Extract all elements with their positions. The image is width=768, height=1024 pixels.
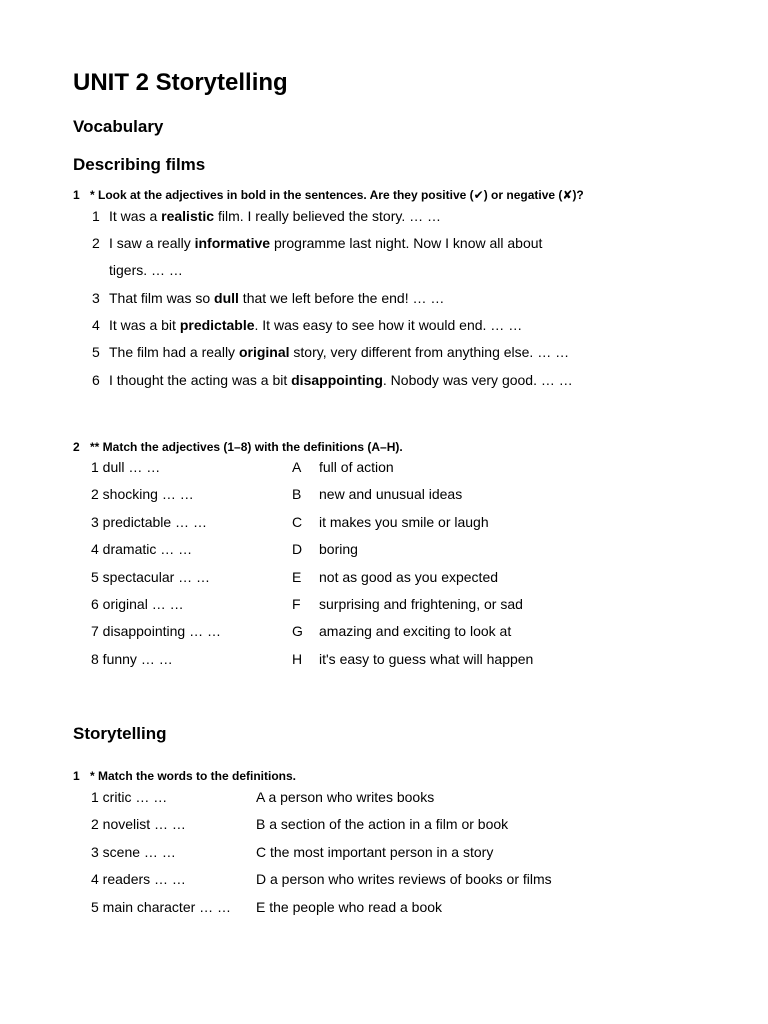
adjective-item: 8 funny … … [91,650,173,667]
word-definition: C the most important person in a story [256,843,494,860]
sentence-item [92,344,569,360]
exercise-3-number: 1 [73,769,80,783]
sentence-text-before: It was a [109,208,162,224]
definition-letter: B [292,486,302,503]
sentence-text-before: I saw a really [109,235,195,251]
definition-letter: H [292,650,303,667]
definition-letter: C [292,513,303,530]
definition-letter: E [292,568,302,585]
bold-adjective: informative [194,235,271,251]
definition-letter: D [292,541,303,558]
word-definition: D a person who writes reviews of books or films [256,871,552,888]
sentence-number: 3 [92,290,100,306]
sentence-item [92,235,542,251]
sentence-text-after: story, very different from anything else. … … [289,344,570,360]
exercise-2-instruction: ** Match the adjectives (1–8) with the definitions (A–H). [90,440,403,454]
definition-text: new and unusual ideas [319,486,463,503]
page-title: UNIT 2 Storytelling [73,69,288,96]
sentence-text-before: That film was so [109,290,215,306]
adjective-item: 4 dramatic … … [91,541,193,558]
bold-adjective: disappointing [291,372,383,388]
bold-adjective: realistic [161,208,215,224]
sentence-text-after: programme last night. Now I know all about [270,235,543,251]
sentence-number: 1 [92,208,100,224]
bold-adjective: original [238,344,290,360]
sentence-text-after: film. I really believed the story. … … [214,208,442,224]
sentence-text-after: . It was easy to see how it would end. … … [254,317,523,333]
definition-text: it makes you smile or laugh [319,513,489,530]
definition-text: full of action [319,459,394,475]
sentence-text-before: The film had a really [109,344,239,360]
exercise-2-number: 2 [73,440,80,454]
adjective-item: 2 shocking … … [91,486,194,503]
definition-letter: F [292,596,301,612]
word-item: 5 main character … … [91,898,232,915]
definition-text: boring [319,541,358,558]
definition-letter: G [292,623,303,640]
definition-text: amazing and exciting to look at [319,623,512,640]
section-heading-storytelling: Storytelling [73,724,167,743]
sentence-item [92,262,183,278]
word-item: 3 scene … … [91,843,176,860]
word-definition: B a section of the action in a film or book [256,816,509,833]
word-definition: A a person who writes books [256,789,435,805]
exercise-1-number: 1 [73,188,80,202]
bold-adjective: predictable [179,317,255,333]
subsection-heading-describing-films: Describing films [73,155,206,174]
adjective-item: 7 disappointing … … [91,623,221,640]
word-item: 2 novelist … … [91,816,186,833]
adjective-item: 3 predictable … … [91,513,207,530]
word-item: 1 critic … … [91,789,168,805]
word-definition: E the people who read a book [256,898,443,915]
sentence-text-after: that we left before the end! … … [238,290,445,306]
definition-letter: A [292,459,302,475]
definition-text: not as good as you expected [319,568,499,585]
adjective-item: 5 spectacular … … [91,568,211,585]
adjective-item: 6 original … … [91,596,184,612]
exercise-3-instruction: * Match the words to the definitions. [90,769,297,783]
word-item: 4 readers … … [91,871,186,888]
sentence-number: 5 [92,344,100,360]
exercise-1-instruction: * Look at the adjectives in bold in the sentences. Are they positive (✔) or negative (✘)? [90,188,584,202]
definition-text: it's easy to guess what will happen [319,650,534,667]
section-heading-vocabulary: Vocabulary [73,117,164,136]
sentence-item [92,317,522,333]
sentence-number: 4 [92,317,100,333]
adjective-item: 1 dull … … [91,459,161,475]
definition-text: surprising and frightening, or sad [319,596,523,612]
sentence-item [92,372,573,388]
sentence-text-before: It was a bit [109,317,180,333]
bold-adjective: dull [214,290,239,306]
sentence-number: 2 [92,235,100,251]
sentence-text-before: I thought the acting was a bit [109,372,292,388]
sentence-item [92,290,444,306]
sentence-text-before: tigers. … … [109,262,183,278]
sentence-number: 6 [92,372,100,388]
sentence-item [92,208,441,224]
sentence-text-after: . Nobody was very good. … … [382,372,573,388]
